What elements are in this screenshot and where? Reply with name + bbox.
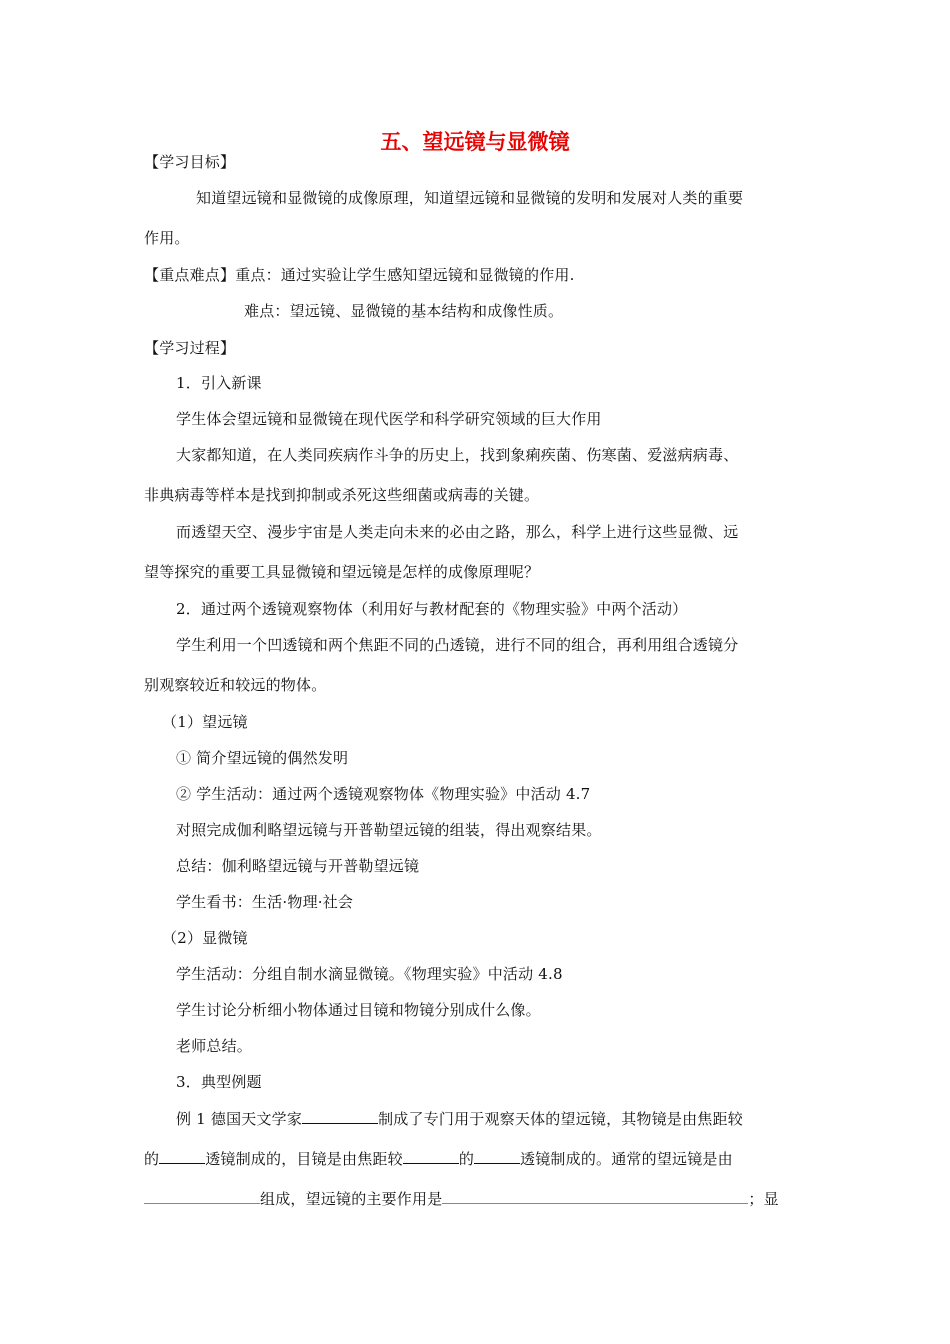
difficulty-line: 难点：望远镜、显微镜的基本结构和成像性质。 xyxy=(244,302,564,320)
fill-blank[interactable] xyxy=(302,1108,378,1124)
numbered-heading: 3．典型例题 xyxy=(176,1073,262,1091)
fill-blank[interactable] xyxy=(474,1148,520,1164)
page-title: 五、望远镜与显微镜 xyxy=(380,130,570,154)
example-text: ；显 xyxy=(748,1190,779,1208)
paragraph-line: 大家都知道，在人类同疾病作斗争的历史上，找到象痢疾菌、伤寒菌、爱滋病病毒、 xyxy=(176,446,739,464)
example-text: 透镜制成的，目镜是由焦距较 xyxy=(205,1150,403,1168)
paragraph-line: 作用。 xyxy=(144,229,190,247)
sub-heading-telescope: （1）望远镜 xyxy=(162,713,248,731)
paragraph-line: 学生看书：生活·物理·社会 xyxy=(176,893,354,911)
paragraph-line: 学生利用一个凹透镜和两个焦距不同的凸透镜，进行不同的组合，再利用组合透镜分 xyxy=(176,636,739,654)
example-text: 组成，望远镜的主要作用是 xyxy=(260,1190,443,1208)
numbered-heading: 2．通过两个透镜观察物体（利用好与教材配套的《物理实验》中两个活动） xyxy=(176,600,688,618)
list-item: ② 学生活动：通过两个透镜观察物体《物理实验》中活动 4.7 xyxy=(176,785,591,803)
example-text: 透镜制成的。通常的望远镜是由 xyxy=(520,1150,733,1168)
paragraph-line: 别观察较近和较远的物体。 xyxy=(144,676,327,694)
paragraph-line: 望等探究的重要工具显微镜和望远镜是怎样的成像原理呢？ xyxy=(144,563,540,581)
fill-blank[interactable] xyxy=(403,1148,459,1164)
example-text: 的 xyxy=(144,1150,160,1168)
example-text: 的 xyxy=(458,1150,475,1168)
sub-heading-microscope: （2）显微镜 xyxy=(162,929,248,947)
list-item: ① 简介望远镜的偶然发明 xyxy=(176,749,349,767)
paragraph-line: 知道望远镜和显微镜的成像原理，知道望远镜和显微镜的发明和发展对人类的重要 xyxy=(196,189,744,207)
example-text: 制成了专门用于观察天体的望远镜，其物镜是由焦距较 xyxy=(378,1110,743,1128)
paragraph-line: 总结：伽利略望远镜与开普勒望远镜 xyxy=(176,857,420,875)
example-text: 例 1 德国天文学家 xyxy=(176,1110,303,1128)
example-line-3 xyxy=(144,1188,779,1209)
paragraph-line: 而透望天空、漫步宇宙是人类走向未来的必由之路，那么，科学上进行这些显微、远 xyxy=(176,523,739,541)
key-points-line: 【重点难点】重点：通过实验让学生感知望远镜和显微镜的作用. xyxy=(144,266,575,284)
paragraph-line: 非典病毒等样本是找到抑制或杀死这些细菌或病毒的关键。 xyxy=(144,486,540,504)
example-line-2 xyxy=(144,1148,733,1169)
numbered-heading: 1．引入新课 xyxy=(176,374,262,392)
fill-blank[interactable] xyxy=(144,1188,260,1204)
paragraph-line: 老师总结。 xyxy=(176,1037,253,1055)
paragraph-line: 学生活动：分组自制水滴显微镜。《物理实验》中活动 4.8 xyxy=(176,965,563,983)
example-line-1 xyxy=(176,1108,743,1129)
section-heading-objectives: 【学习目标】 xyxy=(144,153,236,171)
paragraph-line: 学生体会望远镜和显微镜在现代医学和科学研究领域的巨大作用 xyxy=(176,410,602,428)
paragraph-line: 学生讨论分析细小物体通过目镜和物镜分别成什么像。 xyxy=(176,1001,541,1019)
paragraph-line: 对照完成伽利略望远镜与开普勒望远镜的组装，得出观察结果。 xyxy=(176,821,602,839)
section-heading-process: 【学习过程】 xyxy=(144,339,236,357)
fill-blank[interactable] xyxy=(442,1188,748,1204)
fill-blank[interactable] xyxy=(159,1148,205,1164)
